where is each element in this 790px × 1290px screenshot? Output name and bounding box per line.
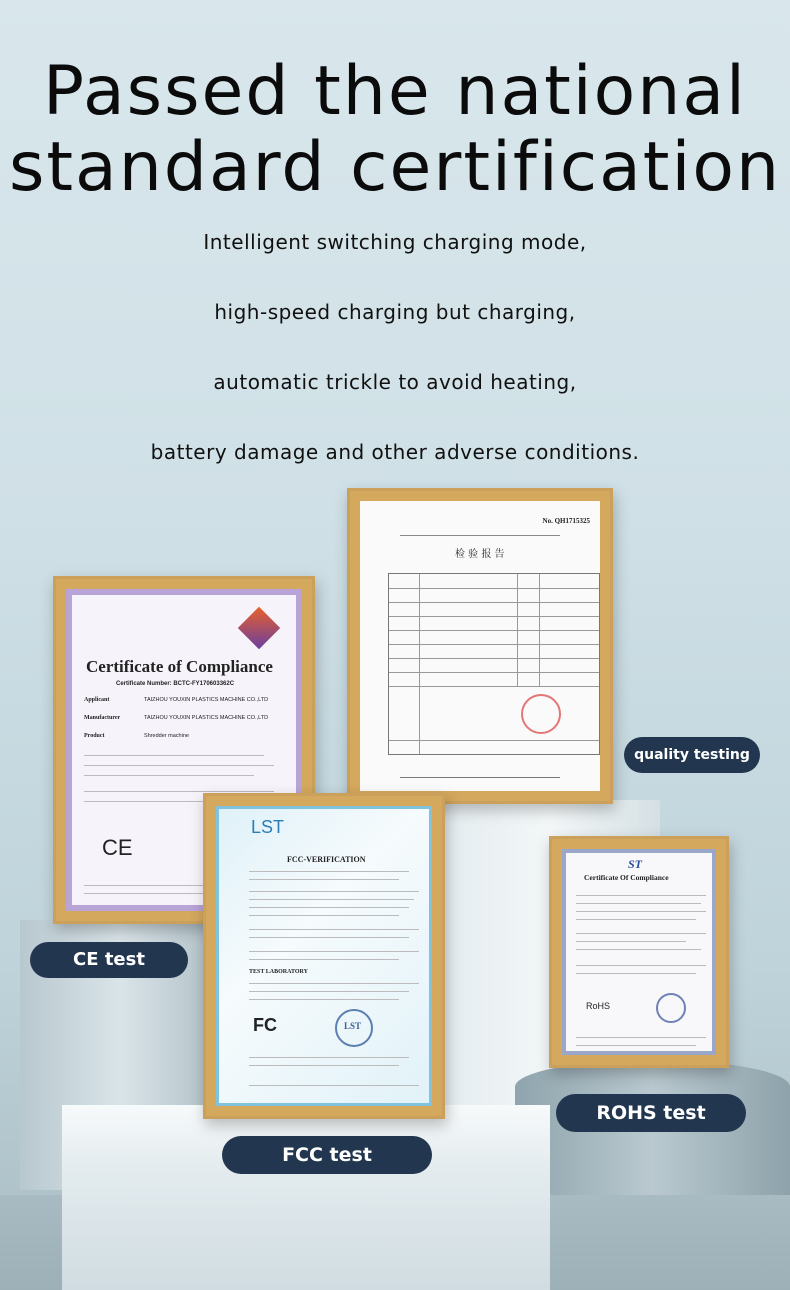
ce-certificate-number: Certificate Number: BCTC-FY170603362C	[116, 681, 235, 687]
quality-report-table	[388, 573, 600, 755]
ce-product: Shredder machine	[144, 733, 189, 739]
fcc-certificate-title: FCC-VERIFICATION	[287, 855, 366, 864]
rohs-certificate	[562, 849, 716, 1055]
ce-mark: CE	[102, 835, 133, 860]
fcc-certificate-frame	[203, 793, 445, 1119]
ce-manufacturer-label: Manufacturer	[84, 715, 121, 721]
lst-stamp-icon	[335, 1009, 373, 1047]
description-line-4: battery damage and other adverse conditions.	[150, 440, 640, 464]
quality-report-number: No. QH1715325	[542, 517, 590, 525]
ce-product-label: Product	[84, 733, 105, 739]
red-seal-icon	[521, 694, 561, 734]
ce-manufacturer: TAIZHOU YOUXIN PLASTICS MACHINE CO.,LTD	[144, 715, 269, 721]
fcc-test-badge: FCC test	[222, 1136, 432, 1174]
headline-line-2: standard certification	[8, 128, 782, 207]
st-logo: ST	[628, 857, 643, 871]
lst-logo: LST	[251, 817, 285, 837]
ce-certificate-title: Certificate of Compliance	[86, 657, 273, 676]
rohs-mark: RoHS	[586, 1001, 611, 1011]
description-line-3: automatic trickle to avoid heating,	[213, 370, 577, 394]
pedestal-right	[515, 1060, 790, 1210]
quality-report-title: 检 验 报 告	[455, 549, 505, 560]
quality-testing-badge: quality testing	[624, 737, 760, 773]
quality-report	[360, 501, 600, 791]
ce-applicant-label: Applicant	[84, 697, 110, 703]
description-line-1: Intelligent switching charging mode,	[203, 230, 587, 254]
bctc-logo	[238, 607, 280, 649]
rohs-test-badge: ROHS test	[556, 1094, 746, 1132]
rohs-certificate-title: Certificate Of Compliance	[584, 873, 669, 882]
lst-stamp-text: LST	[344, 1021, 362, 1031]
rohs-certificate-frame	[549, 836, 729, 1068]
pedestal-front-top	[62, 1105, 550, 1290]
fcc-mark: FC	[253, 1015, 277, 1035]
headline-line-1: Passed the national	[43, 52, 747, 131]
fcc-certificate	[216, 806, 432, 1106]
rohs-stamp-icon	[656, 993, 686, 1023]
ce-applicant: TAIZHOU YOUXIN PLASTICS MACHINE CO.,LTD	[144, 697, 269, 703]
quality-certificate-frame	[347, 488, 613, 804]
description-line-2: high-speed charging but charging,	[214, 300, 576, 324]
fcc-test-laboratory: TEST LABORATORY	[249, 969, 308, 975]
ce-test-badge: CE test	[30, 942, 188, 978]
